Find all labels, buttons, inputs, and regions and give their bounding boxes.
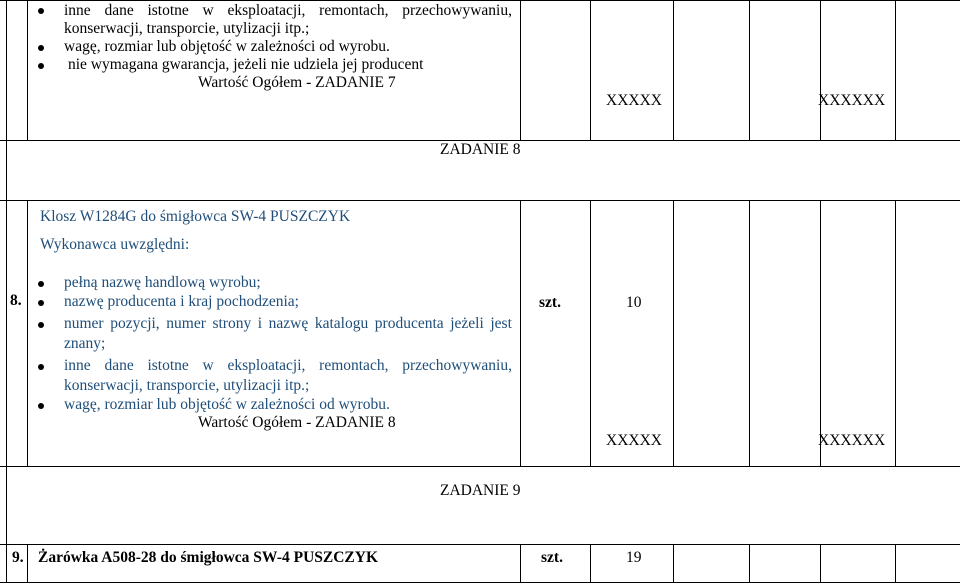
col-divider: [520, 0, 521, 140]
task8-heading: ZADANIE 8: [440, 141, 521, 158]
task9-unit: szt.: [541, 549, 563, 566]
task7-bullet-1-cont: konserwacji, transporcie, utylizacji itp.;: [64, 20, 310, 37]
task7-bullet-3: nie wymagana gwarancja, jeżeli nie udziela jej producent: [68, 56, 424, 73]
col-divider: [27, 200, 28, 466]
task9-number: 9.: [12, 549, 24, 566]
bullet-icon: [38, 8, 44, 14]
task8-total-label: Wartość Ogółem - ZADANIE 8: [198, 414, 396, 431]
task8-quantity: 10: [626, 294, 642, 311]
col-divider: [6, 200, 7, 466]
bullet-icon: [38, 364, 44, 370]
col-divider: [6, 544, 7, 582]
task9-heading: ZADANIE 9: [440, 482, 521, 499]
bullet-icon: [38, 63, 44, 69]
task7-value-mask: XXXXXX: [818, 92, 886, 109]
task8-bullet-5: wagę, rozmiar lub objętość w zależności od wyrobu.: [64, 396, 390, 413]
col-divider: [590, 544, 591, 582]
col-divider: [820, 200, 821, 466]
col-divider: [820, 544, 821, 582]
row-divider: [0, 466, 960, 467]
col-divider: [590, 200, 591, 466]
col-divider: [673, 0, 674, 140]
task8-bullet-1: pełną nazwę handlową wyrobu;: [64, 274, 261, 291]
task9-title: Żarówka A508-28 do śmigłowca SW-4 PUSZCZYK: [38, 549, 379, 566]
task8-bullet-4: inne dane istotne w eksploatacji, remontach, przechowywaniu,: [64, 357, 512, 374]
col-divider: [6, 466, 7, 544]
col-divider: [520, 544, 521, 582]
col-divider: [520, 200, 521, 466]
task8-unit: szt.: [539, 294, 561, 311]
col-divider: [27, 544, 28, 582]
col-divider: [6, 140, 7, 200]
row-divider: [0, 200, 960, 201]
task8-subheading: Wykonawca uwzględni:: [40, 236, 190, 253]
task8-bullet-4-cont: konserwacji, transporcie, utylizacji itp.;: [64, 377, 310, 394]
col-divider: [820, 0, 821, 140]
task8-bullet-3-cont: znany;: [64, 335, 106, 352]
col-divider: [749, 0, 750, 140]
task7-bullet-1: inne dane istotne w eksploatacji, remontach, przechowywaniu,: [64, 2, 512, 19]
bullet-icon: [38, 322, 44, 328]
task9-quantity: 19: [626, 549, 642, 566]
col-divider: [673, 544, 674, 582]
bullet-icon: [38, 281, 44, 287]
row-divider: [0, 582, 960, 583]
task7-total-label: Wartość Ogółem - ZADANIE 7: [198, 74, 396, 91]
col-divider: [895, 200, 896, 466]
bullet-icon: [38, 403, 44, 409]
task7-bullet-2: wagę, rozmiar lub objętość w zależności od wyrobu.: [64, 38, 390, 55]
task7-price-mask: XXXXX: [606, 92, 662, 109]
col-divider: [27, 0, 28, 140]
task8-bullet-3: numer pozycji, numer strony i nazwę katalogu producenta jeżeli jest: [64, 315, 512, 332]
col-divider: [895, 544, 896, 582]
col-divider: [6, 0, 7, 140]
col-divider: [673, 200, 674, 466]
task8-price-mask: XXXXX: [606, 432, 662, 449]
task8-title: Klosz W1284G do śmigłowca SW-4 PUSZCZYK: [40, 208, 351, 225]
task8-value-mask: XXXXXX: [818, 432, 886, 449]
bullet-icon: [38, 300, 44, 306]
col-divider: [895, 0, 896, 140]
bullet-icon: [38, 45, 44, 51]
task8-number: 8.: [10, 292, 22, 309]
col-divider: [749, 544, 750, 582]
task8-bullet-2: nazwę producenta i kraj pochodzenia;: [64, 293, 299, 310]
row-divider: [0, 544, 960, 545]
col-divider: [590, 0, 591, 140]
row-divider: [0, 0, 960, 1]
col-divider: [749, 200, 750, 466]
